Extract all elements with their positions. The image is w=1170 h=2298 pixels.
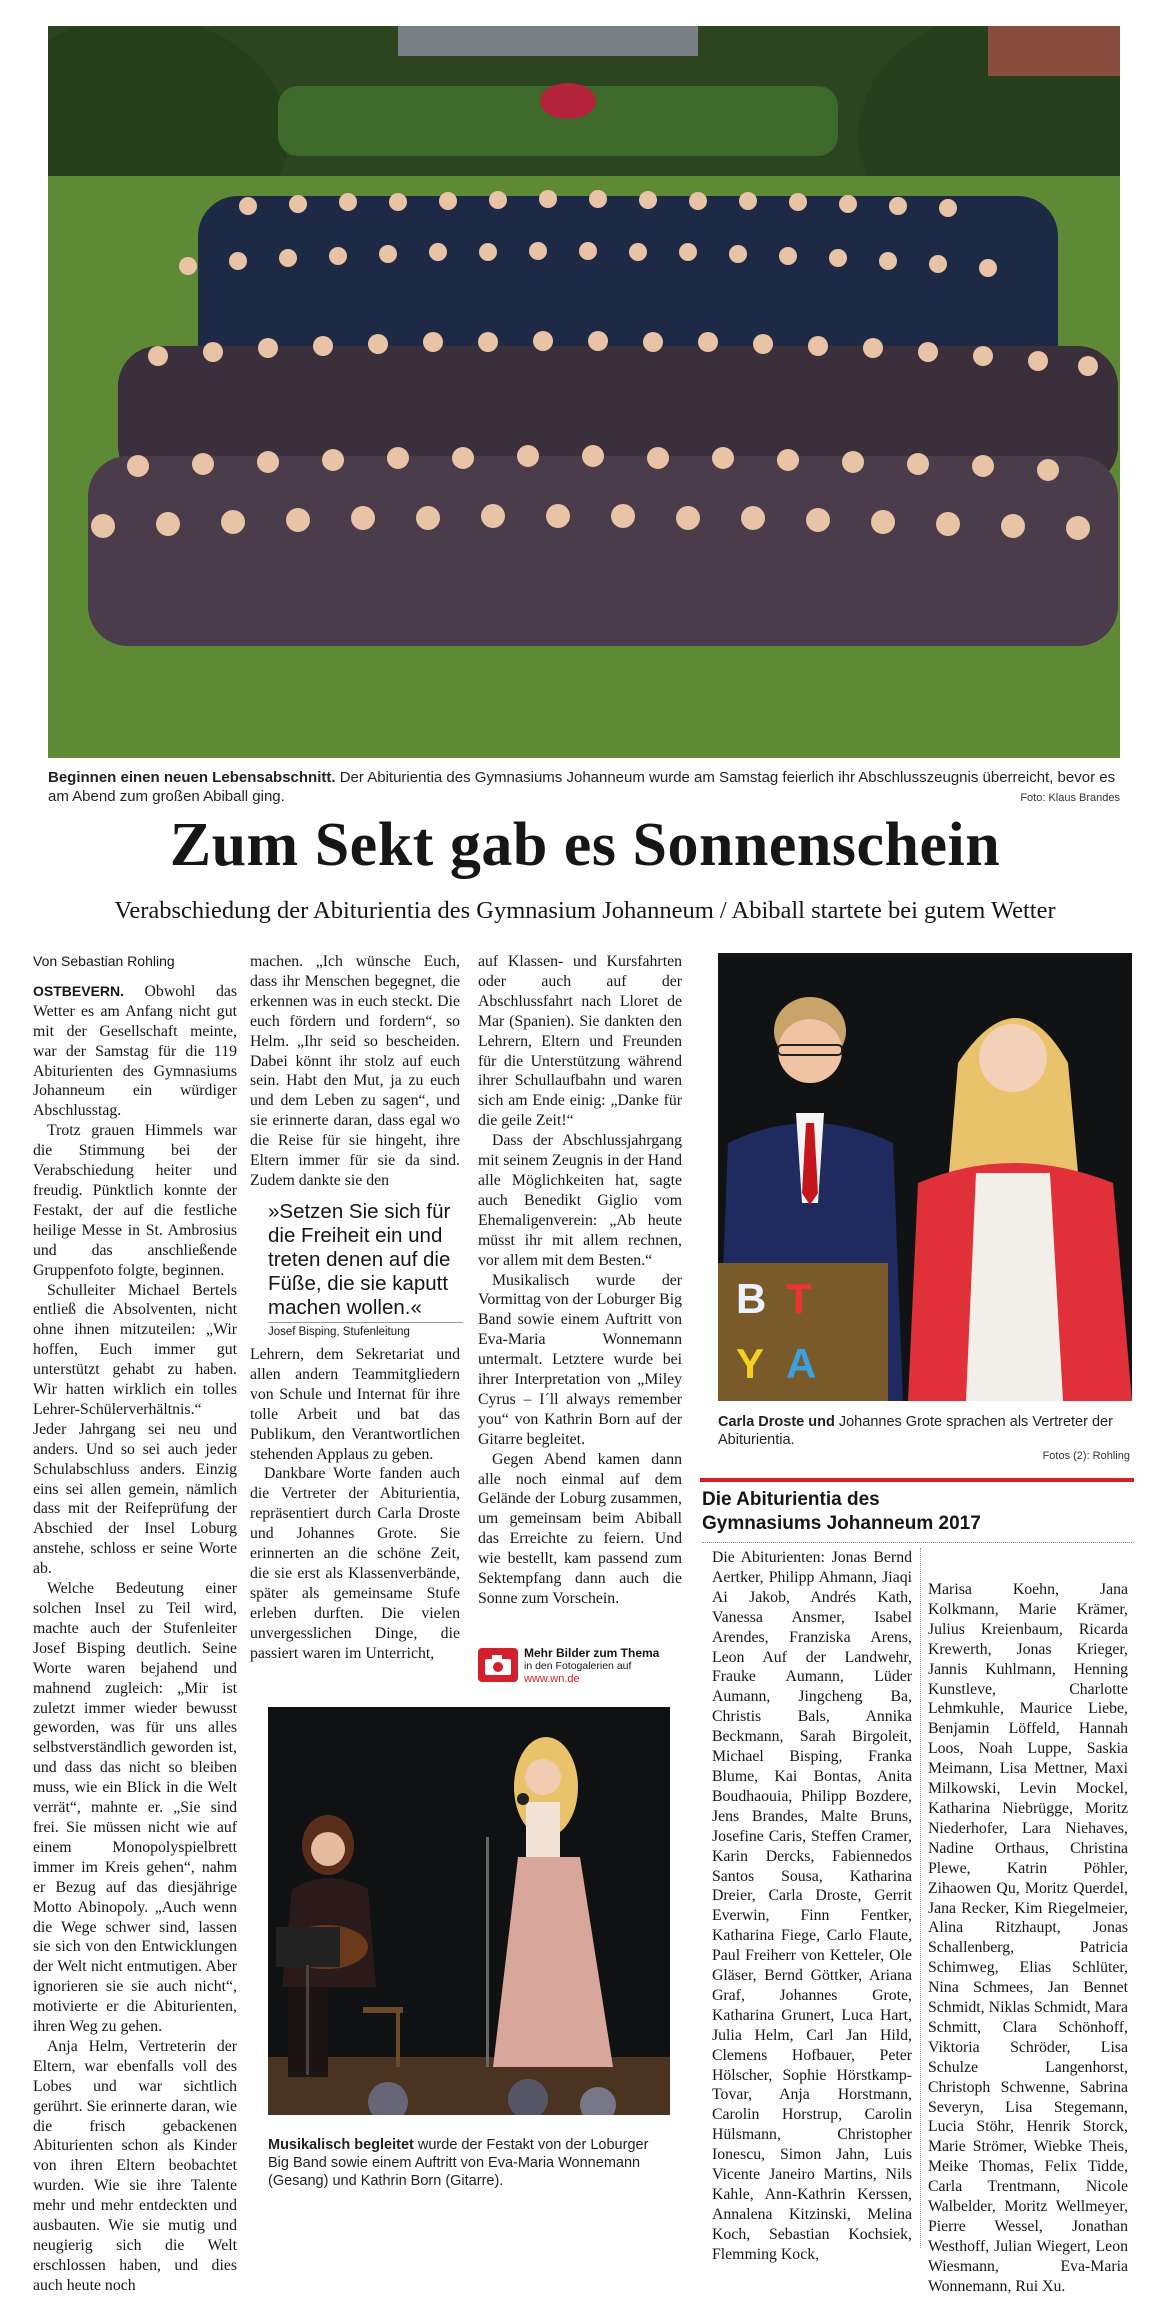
graduates-box-title-line: Die Abiturientia des [702, 1489, 880, 1510]
subheadline: Verabschiedung der Abiturientia des Gymnasium Johanneum / Abiball startete bei gutem Wetter [114, 897, 1056, 924]
music-photo-caption [268, 2136, 672, 2190]
article-column-2 [250, 952, 460, 1191]
dateline: OSTBEVERN. [33, 982, 125, 999]
speakers-photo-caption-bold: Carla Droste und [718, 1414, 835, 1430]
group-photo-scene [48, 26, 1120, 758]
paragraph [33, 982, 237, 1121]
more-pictures-box[interactable] [478, 1642, 688, 1688]
lectern-letter: Y [736, 1340, 765, 1387]
group-photo-caption [48, 768, 1120, 806]
graduates-list-right: Marisa Koehn, Jana Kolkmann, Marie Krämer, Julius Kreienbaum, Ricarda Krewerth, Jonas Krieger, Jannis Kuhlmann, Henning Kunstleve, Charlotte Lehmkuhle, Maurice Liebe, Benjamin Löffeld, Hannah Loos, Noah Luppe, Saskia Meimann, Lisa Mettner, Maxi Milkowski, Levin Mockel, Katharina Niebrügge, Moritz Niederhofer, Lara Niehaves, Nadine Orthaus, Christina Plewe, Katrin Pöhler, Zihaowen Qu, Moritz Querdel, Jana Recker, Kim Riegelmeier, Alina Ritzhaupt, Jonas Schallenberg, Patricia Schimweg, Elias Schlüter, Nina Schmees, Jan Bennet Schmidt, Niklas Schmidt, Mara Schmitt, Clara Schönhoff, Viktoria Schröder, Lisa Schulze Langenhorst, Christoph Schwenne, Sabrina Severyn, Lisa Stegemann, Lucia Stöhr, Henrik Storck, Marie Strömer, Wiebke Theis, Meike Thomas, Felix Tidde, Carla Trentmann, Nicole Walbelder, Moritz Wellmeyer, Pierre Wessel, Jonathan Westhoff, Julian Wiegert, Leon Wiesmann, Eva-Maria Wonnemann, Rui Xu. [928, 1581, 1128, 2295]
byline: Von Sebastian Rohling [33, 953, 175, 969]
article-column-1 [33, 952, 237, 2296]
lectern-letter: T [786, 1275, 812, 1322]
speakers-photo-scene [718, 953, 1132, 1401]
paragraph: Dankbare Worte fanden auch die Vertreter der Abiturientia, repräsentiert durch Carla Droste und Johannes Grote. Sie erinnerten an die schöne Zeit, die sie erst als Klassenverbände, später als gemeinsame Stufe erleben durften. Die vielen unvergesslichen Dinge, die passiert waren im Unterricht, [250, 1465, 460, 1662]
music-photo-caption-text: wurde der Festakt von der Loburger Big Band sowie einem Auftritt von Eva-Maria Wonnemann (Gesang) und Kathrin Born (Gitarre). [268, 2137, 649, 2189]
more-pictures-text: in den Fotogalerien auf [524, 1660, 632, 1672]
paragraph-text: Obwohl das Wetter es am Anfang nicht gut mit der Gesellschaft meinte, war der Samstag für die 119 Abiturienten des Gymnasiums Johanneum ein würdiger Abschlusstag. [33, 982, 237, 1120]
paragraph: Trotz grauen Himmels war die Stimmung bei der Verabschiedung heiter und freudig. Pünktlich konnte der Festakt, der auf die festliche heilige Messe in St. Ambrosius und das anschließende Gruppenfoto folgte, beginnen. [33, 1122, 237, 1279]
speakers-photo-caption [718, 1413, 1134, 1449]
speakers-photo-caption-text: Johannes Grote sprachen als Vertreter der Abiturientia. [718, 1414, 1113, 1448]
camera-icon [478, 1648, 518, 1682]
speakers-photo-credit: Fotos (2): Rohling [1042, 1450, 1130, 1462]
music-photo-scene [268, 1707, 670, 2115]
music-photo [268, 1707, 670, 2115]
article-column-2-continued [250, 1345, 460, 1664]
group-photo-caption-text: Der Abiturientia des Gymnasiums Johanneum wurde am Samstag feierlich ihr Abschlusszeugnis überreicht, bevor es am Abend zum großen Abiball ging. [48, 769, 1116, 805]
paragraph: Dass der Abschlussjahrgang mit seinem Zeugnis in der Hand alle Möglichkeiten hat, sagte auch Benedikt Giglio vom Ehemaligenverein: „Ab heute müsst ihr mit allem rechnen, vor allem mit dem Besten.“ [478, 1132, 682, 1269]
paragraph: Schulleiter Michael Bertels entließ die Absolventen, nicht ohne ihnen mitzuteilen: „Wir hoffen, Euch immer gut unterstützt gehabt zu haben. Wir hatten wirklich ein tolles Lehrer-Schülerverhältnis.“ Jeder Jahrgang sei neu und anders. Und so sei auch jeder Schulabschluss anders. Einzig eins sei allen gemein, nämlich dass mit der Reifeprüfung der Abschied der Insel Loburg anstehe, schloss er seine Worte ab. [33, 1281, 237, 1578]
paragraph: Welche Bedeutung einer solchen Insel zu Teil wird, machte auch der Stufenleiter Josef Bisping deutlich. Seine Worte waren bejahend und mahnend zugleich: „Mir ist zuletzt immer wieder bewusst geworden, was für uns alles selbstverständlich geworden ist, und dass das nicht so bleiben muss, wie ein Blick in die Welt verrät“, mahnte er. „Sie sind frei. Sie müssen nicht wie auf einem Monopolyspielbrett immer im Kreis gehen“, nahm er Bezug auf das diesjährige Motto Abinopoly. „Auch wenn die Wege schwer sind, lassen sie sich von den Entwicklungen der Welt nicht entmutigen. Aber ignorieren sie sie auch nicht“, motivierte er die Abiturienten, ihren Weg zu gehen. [33, 1580, 237, 2036]
paragraph: Anja Helm, Vertreterin der Eltern, war ebenfalls voll des Lobes und war sichtlich gerührt. Sie erinnerte daran, wie die frisch gebackenen Abiturienten schon als Kinder von ihren Eltern beobachtet wurden. Wie sie ihre Talente mehr und mehr entdeckten und ausbauten. Wie sie mutig und neugierig sich die Welt erschlossen haben, und dies auch heute noch [33, 2037, 237, 2294]
paragraph: auf Klassen- und Kursfahrten oder auch auf der Abschlussfahrt nach Lloret de Mar (Spanien). Sie dankten den Lehrern, Eltern und Freunden für die Unterstützung während ihrer Schullaufbahn und waren sich am Ende einig: „Danke für die geile Zeit!“ [478, 953, 682, 1130]
group-photo-credit: Foto: Klaus Brandes [1020, 792, 1120, 804]
lectern-letter: B [736, 1275, 767, 1322]
paragraph: Lehrern, dem Sekretariat und allen andern Teammitgliedern von Schule und Internat für ihre tolle Arbeit und bat das Publikum, den Verantwortlichen stehenden Applaus zu geben. [250, 1346, 460, 1463]
group-photo [48, 26, 1120, 758]
music-photo-caption-bold: Musikalisch begleitet [268, 2137, 414, 2153]
paragraph: machen. „Ich wünsche Euch, dass ihr Menschen begegnet, die erkennen was in euch steckt. Die euch fördern und fordern“, so Helm. „Ihr seid so bescheiden. Dabei könnt ihr stolz auf euch sein. Habt den Mut, ja zu euch und dem Leben zu sagen“, und sie erinnerte daran, dass egal wo die Reise für sie hingeht, ihre Eltern immer für sie da sind. Zudem dankte sie den [250, 953, 460, 1189]
graduates-box-column-rule [920, 1548, 921, 2248]
paragraph: Musikalisch wurde der Vormittag von der Loburger Big Band sowie einem Auftritt von Eva-Maria Wonnemann untermalt. Letztere wurde bei ihrer Interpretation von „Miley Cyrus – I´ll always remember you“ von Kathrin Born auf der Gitarre begleitet. [478, 1271, 682, 1448]
graduates-box-title [702, 1488, 1132, 1536]
more-pictures-link[interactable]: www.wn.de [524, 1673, 580, 1685]
lectern-letter: A [786, 1340, 817, 1387]
speakers-photo [718, 953, 1132, 1401]
article-column-3 [478, 952, 682, 1609]
graduates-box-rule [702, 1542, 1132, 1543]
graduates-list-left: Die Abiturienten: Jonas Bernd Aertker, Philipp Ahmann, Jiaqi Ai Jakob, Andrés Kath, Vanessa Ansmer, Isabel Arendes, Franziska Arens, Leon Auf der Landwehr, Frauke Aumann, Lüder Aumann, Jingcheng Ba, Christis Bals, Annika Beckmann, Sarah Birgoleit, Michael Bisping, Franka Blume, Kai Bontas, Anita Boudhaouia, Philipp Bozdere, Jens Brandes, Malte Bruns, Josefine Caris, Steffen Cramer, Karin Dercks, Fabiennedos Santos Sousa, Katharina Dreier, Carla Droste, Gerrit Everwin, Finn Fentker, Katharina Fiege, Carlo Flaute, Paul Freiherr von Ketteler, Ole Gläser, Bernd Göttker, Ariana Graf, Johannes Grote, Katharina Grunert, Luca Hart, Julia Helm, Carl Jan Hild, Clemens Hofbauer, Peter Hölscher, Sophie Hörstkamp-Tovar, Anja Horstmann, Carolin Horstrup, Carolin Hülsmann, Christopher Ionescu, Simon Jahn, Luis Vicente Janeiro Martins, Nils Kahle, Ann-Kathrin Kerssen, Annalena Kitzinski, Melina Koch, Sebastian Kochsiek, Flemming Kock, [712, 1549, 912, 2263]
pull-quote: »Setzen Sie sich für die Freiheit ein und treten denen auf die Füße, die sie kaputt machen wollen.« [268, 1200, 451, 1319]
graduates-box-divider [700, 1478, 1134, 1482]
quote-source: Josef Bisping, Stufenleitung [268, 1322, 463, 1338]
paragraph: Gegen Abend kamen dann alle noch einmal auf dem Gelände der Loburg zusammen, um gemeinsam beim Abiball das Erreichte zu feiern. Und wie bestellt, kam passend zum Sektempfang dann auch die Sonne zum Vorschein. [478, 1450, 682, 1607]
headline: Zum Sekt gab es Sonnenschein [169, 811, 1001, 879]
graduates-box-title-line: Gymnasiums Johanneum 2017 [702, 1513, 981, 1534]
group-photo-caption-bold: Beginnen einen neuen Lebensabschnitt. [48, 769, 336, 786]
more-pictures-title: Mehr Bilder zum Thema [524, 1646, 660, 1660]
